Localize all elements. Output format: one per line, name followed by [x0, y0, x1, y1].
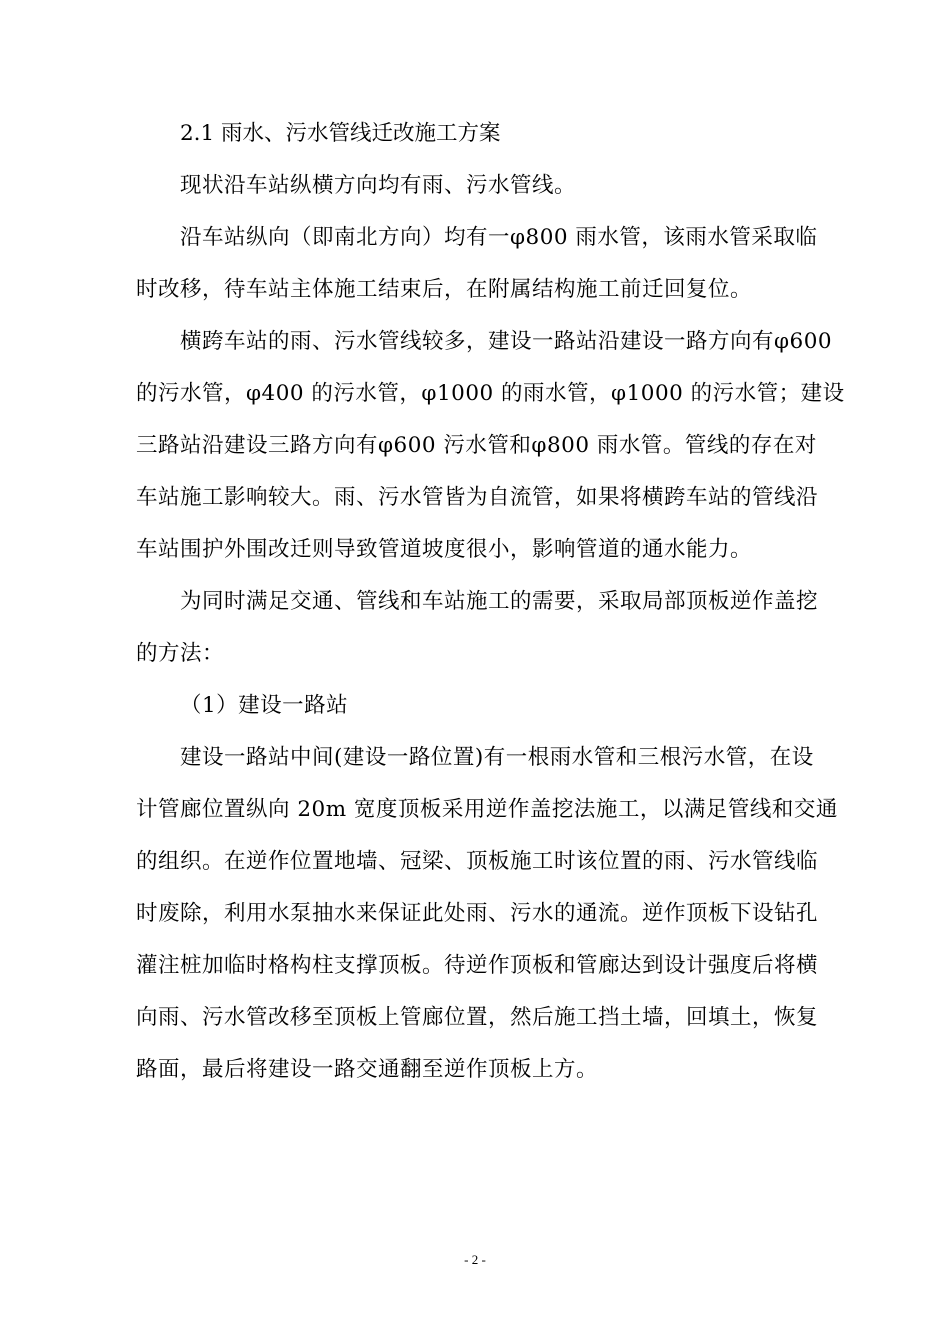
text-line: 建设一路站中间(建设一路位置)有一根雨水管和三根污水管，在设: [180, 745, 814, 770]
section-heading: 2.1 雨水、污水管线迁改施工方案: [180, 121, 501, 146]
text-line: 沿车站纵向（即南北方向）均有一φ800 雨水管，该雨水管采取临: [180, 225, 818, 250]
text-line: （1）建设一路站: [180, 693, 349, 718]
text-line: 的污水管，φ400 的污水管，φ1000 的雨水管，φ1000 的污水管；建设: [136, 381, 845, 406]
text-line: 为同时满足交通、管线和车站施工的需要，采取局部顶板逆作盖挖: [180, 589, 819, 614]
text-line: 三路站沿建设三路方向有φ600 污水管和φ800 雨水管。管线的存在对: [136, 433, 817, 458]
text-line: 横跨车站的雨、污水管线较多，建设一路站沿建设一路方向有φ600: [180, 329, 833, 354]
paragraph-4: [136, 576, 826, 680]
paragraph-1: [136, 160, 826, 212]
paragraph-3: [136, 316, 845, 576]
paragraph-2: [136, 212, 826, 316]
text-line: 的方法：: [136, 641, 225, 666]
text-line: 向雨、污水管改移至顶板上管廊位置，然后施工挡土墙，回填土，恢复: [136, 1005, 819, 1030]
body-text: [136, 108, 845, 1096]
text-line: 时废除，利用水泵抽水来保证此处雨、污水的通流。逆作顶板下设钻孔: [136, 901, 819, 926]
text-line: 车站施工影响较大。雨、污水管皆为自流管，如果将横跨车站的管线沿: [136, 485, 819, 510]
text-line: 灌注桩加临时格构柱支撑顶板。待逆作顶板和管廊达到设计强度后将横: [136, 953, 819, 978]
page-number: - 2 -: [464, 1252, 486, 1267]
text-line: 现状沿车站纵横方向均有雨、污水管线。: [180, 173, 577, 198]
text-line: 的组织。在逆作位置地墙、冠梁、顶板施工时该位置的雨、污水管线临: [136, 849, 819, 874]
text-line: 计管廊位置纵向 20m 宽度顶板采用逆作盖挖法施工，以满足管线和交通: [136, 797, 838, 822]
subsection-heading: [136, 680, 826, 732]
paragraph-5: [136, 732, 838, 1096]
text-line: 时改移，待车站主体施工结束后，在附属结构施工前迁回复位。: [136, 277, 753, 302]
text-line: 路面，最后将建设一路交通翻至逆作顶板上方。: [136, 1057, 599, 1082]
text-line: 车站围护外围改迁则导致管道坡度很小，影响管道的通水能力。: [136, 537, 753, 562]
